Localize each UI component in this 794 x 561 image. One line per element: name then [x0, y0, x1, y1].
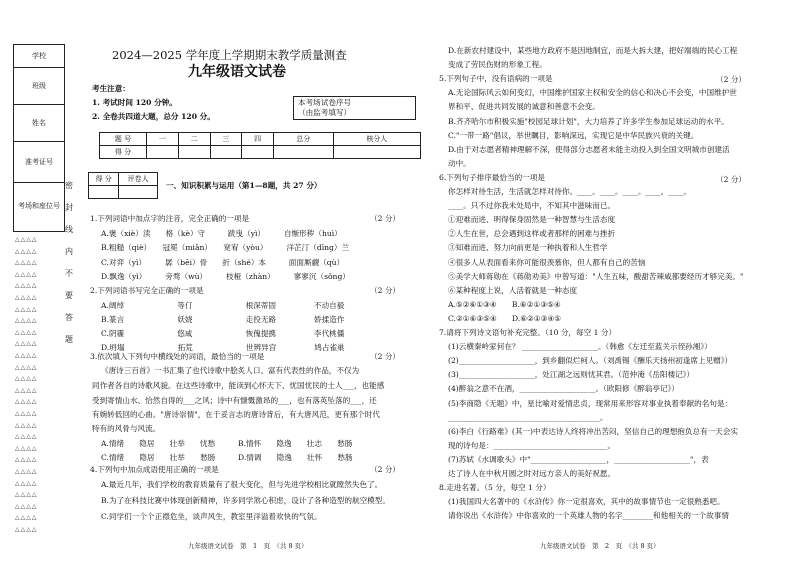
score-table: 题 号 一 二 三 四 总分 核分人 得 分 [99, 132, 421, 159]
right-line: (1)云横秦岭家何在？ ____________________。（韩愈《左迁至蓝关示侄孙湘》） [448, 342, 712, 352]
left-line: B.篆言 妖娆 走投无路 娇揉造作 [101, 315, 345, 324]
right-line: (2)____________________，到乡翻似烂柯人。（刘禹锡《酬乐天扬州初逢席上见赠》） [448, 356, 733, 366]
left-line: 有婉转低回的心曲。"唐诗崇情"，在于妥言志的唐诗背后，有大唐风范，更有那个时代 [92, 410, 380, 419]
notes-title: 考生注意： [92, 84, 130, 93]
left-line: A.阔绰 等仃 根深蒂固 不动自毅 [101, 301, 345, 310]
section-title: 一、知识积累与运用（第1—8题，共 27 分） [166, 181, 322, 190]
exam-title: 2024—2025 学年度上学期期末教学质量测查 [112, 48, 347, 62]
right-line: 6.下列句子排序最恰当的一项是 [439, 172, 545, 182]
right-line: (3)____________________，处江湖之远则忧其君。（范仲淹《岳阳楼记》） [448, 370, 695, 380]
exam-number-label: 准考证号 [14, 142, 64, 183]
triangle-row: △△△△ [15, 386, 38, 394]
left-line: C.对弈（yì） 孱（bēi）骨 折（shé）本 面面厮觑（qù） [101, 258, 345, 267]
right-line: 界和平、促进共同发展的诚意和善意不会变。 [448, 102, 600, 112]
triangle-row: △△△△ [15, 444, 38, 452]
section-score-table: 得 分 评卷人 [88, 172, 158, 199]
triangle-row: △△△△ [15, 305, 38, 313]
right-line: (7)苏轼《水调歌头》中"____________________，____________________"，表 [448, 454, 709, 464]
right-line: B.齐齐哈尔市积极实施"校园足球计划"，大力培养了许多学生参加足球运动的水平。 [448, 116, 729, 126]
right-line: D.由于对志愿者精神理解不深，使得部分志愿者未能主动投入到全国文明城市创建活 [448, 144, 730, 154]
school-label: 学校 [14, 45, 64, 68]
paper-serial-box: 本考场试卷序号 （由监考填写） [293, 96, 416, 120]
student-info-box [13, 44, 65, 232]
triangle-row: △△△△ [15, 491, 38, 499]
triangle-row: △△△△ [15, 514, 38, 522]
exam-subtitle: 九年级语文试卷 [188, 64, 286, 80]
class-label: 班级 [14, 68, 64, 105]
right-line: 变成了劳民伤财的形象工程。 [448, 60, 547, 70]
triangle-row: △△△△ [15, 421, 38, 429]
triangle-row: △△△△ [15, 433, 38, 441]
triangle-row: △△△△ [15, 479, 38, 487]
left-line: 同作者各自的诗歌风貌。在这些诗歌中，能读到心怀天下、忧国忧民的士人___，也能感 [92, 381, 385, 390]
q3-marks: （2 分） [370, 352, 401, 361]
q1-marks: （2 分） [370, 214, 401, 223]
name-label: 姓名 [14, 105, 64, 142]
right-line: ④很多人从表面看来你可能很羡慕你，但人都有自己的苦恼 [448, 257, 646, 267]
triangle-row: △△△△ [15, 526, 38, 533]
triangle-row: △△△△ [15, 340, 38, 348]
left-line: A.褒（xiè）渎 格（kè）守 跋曳（yì） 自惭形秽（huì） [101, 229, 342, 238]
triangle-row: △△△△ [15, 363, 38, 371]
seal-line-text: 密 封 线 内 不 要 答 题 [65, 181, 73, 344]
left-line: A.情绪 隐居 壮举 忧愁 B.情怀 隐逸 壮志 愁肠 [101, 439, 353, 448]
triangle-row: △△△△ [15, 375, 38, 383]
right-line: 达了诗人在中秋月圆之时对远方亲人的美好祝愿。 [448, 469, 616, 478]
right-line: 请你说出《水浒传》中你喜欢的一个英雄人物的名字________和他相关的一个故事情 [448, 511, 729, 521]
triangle-row: △△△△ [15, 317, 38, 325]
right-line: (1)我国四大名著中的《水浒传》你一定很喜欢，其中的故事情节也一定很熟悉吧。 [448, 497, 725, 507]
right-line: 8.走进名著。（5 分，每空 1 分） [439, 483, 551, 493]
right-line: ⑥某种程度上说，人活着就是一种态度 [448, 285, 578, 295]
left-line: B.粗糙（qiè） 冠冕（miǎn） 宽宥（yòu） 洋芷汀（dīng）兰 [101, 243, 350, 252]
q5-marks: （2 分） [716, 75, 747, 84]
right-line: 7.请将下列诗文语句补充完整。（10 分，每空 1 分） [439, 328, 617, 337]
right-line: (4)醉翁之意不在酒，____________________。（欧阳修《醉翁亭记》） [448, 384, 679, 394]
left-line: 《唐诗三百首》一书汇集了也代诗歌中脍炙人口、富有代表性的作品，不仅为 [101, 366, 360, 375]
triangle-row: △△△△ [15, 282, 38, 290]
right-line: (5)李商隐《无题》中，星比喻对爱情忠贞，现常用来形容对事业执着奉献的名句是： [448, 398, 733, 408]
right-line: A.⑤②⑥①③④ B.⑥②①③⑤④ [448, 299, 561, 309]
q2-marks: （2 分） [370, 286, 401, 295]
right-line: 你怎样对待生活，生活就怎样对待你。____。____。____。____。____。 [448, 187, 691, 196]
right-line: ⑤美学大师蒋勋在《蒋勋劝美》中曾写道："人生五味，酸甜苦辣咸都要经历才够完美。" [448, 271, 744, 281]
triangle-row: △△△△ [15, 468, 38, 475]
triangle-row: △△△△ [15, 456, 38, 464]
triangle-row: △△△△ [15, 294, 38, 301]
right-line: ____。只不过你我未处局中，不知其中滋味而已。 [448, 201, 616, 211]
left-line: D.飘逸（yì） 旁骛（wù） 枝桠（zhàn） 寥寥沉（sǒng） [101, 272, 350, 281]
triangle-row: △△△△ [15, 270, 38, 278]
triangle-row: △△△△ [15, 398, 38, 406]
right-line: ①迎难而进、明得保身固然是一种智慧与生活态度 [448, 215, 616, 225]
left-line: C.情绪 隐居 壮举 愁肠 D.情调 隐逸 壮怀 愁肠 [101, 453, 353, 462]
left-line: 4.下列句中加点成语使用正确的一项是 [90, 465, 219, 474]
right-line: (6)李白《行路难》(其一)中表达诗人终将冲出苦闷，坚信自己的理想抱负总有一天会实 [448, 426, 739, 436]
triangle-row: △△△△ [15, 259, 38, 267]
left-line: 3.依次填入下列句中横线处的词语，最恰当的一项是 [90, 352, 265, 361]
left-line: 特有的风骨与风流。 [92, 424, 161, 433]
right-line: C.②①⑥③⑤④ D.⑥②①③④⑤ [448, 313, 562, 323]
right-line: D.在新农村建设中，某些地方政府不是因地制宜，而是大拆大建，把好端端的民心工程 [448, 46, 738, 55]
triangle-row: △△△△ [15, 328, 38, 336]
left-line: 受到寄情山水、恰然自得的___之风；诗中有慷慨激昂的___，也有落英坠落的___，还 [92, 396, 377, 405]
q4-marks: （2 分） [370, 465, 401, 474]
right-line: 动中。 [448, 158, 471, 168]
note-score: 2. 全卷共四道大题，总分 120 分。 [92, 112, 215, 121]
triangle-row: △△△△ [15, 410, 38, 417]
left-line: B.为了在科技比赛中体现创新精神，许多同学煞心积虑，设计了各种造型的航空模型。 [101, 496, 390, 505]
left-line: 2.下列词语书写完全正确的一项是 [90, 286, 204, 295]
q6-marks: （2 分） [716, 175, 747, 184]
seat-label: 考场和座位号 [18, 202, 60, 210]
triangle-row: △△△△ [15, 236, 38, 243]
left-line: D.坍塌 拓荒 世辨异宫 鸠占雀巢 [101, 343, 345, 352]
note-time: 1. 考试时间 120 分钟。 [92, 98, 177, 107]
right-line: ②人生在世，总会遇到这样或者那样的困难与挫折 [448, 229, 616, 239]
right-line: 5.下列句子中，没有语病的一项是 [439, 74, 553, 84]
right-line: A.无论国际风云如何变幻，中国维护国家主权和安全的信心和决心不会变，中国维护世 [448, 88, 737, 98]
right-line: C."一带一路"倡议，举世瞩目，影响深远，实现它是中华民族兴衰的关键。 [448, 130, 699, 140]
triangle-row: △△△△ [15, 247, 38, 255]
footer-right: 九年级语文试卷 第 2 页 （共 8 页） [540, 542, 660, 550]
right-line: ③知难而进、努力向前更是一种执着和人生哲学 [448, 243, 608, 253]
triangle-row: △△△△ [15, 352, 38, 359]
right-line: 现的诗句是：______________________________。 [448, 440, 616, 450]
left-line: C.同学们一个个正襟危坐，谈声风生，教室里洋溢着欢快的气氛。 [101, 512, 322, 521]
left-line: 1.下列词语中加点字的注音，完全正确的一项是 [90, 214, 250, 223]
triangle-row: △△△△ [15, 502, 38, 510]
footer-left: 九年级语文试卷 第 1 页 （共 8 页） [188, 542, 308, 550]
left-line: C.阴霾 悠咸 恢傀提携 李代桃僵 [101, 329, 345, 338]
right-line: ________________________________________。 [448, 412, 608, 422]
left-line: A.最近几年，我们学校的教育质量有了很大变化，但与先进学校相比就瞠然失色了。 [101, 480, 383, 489]
